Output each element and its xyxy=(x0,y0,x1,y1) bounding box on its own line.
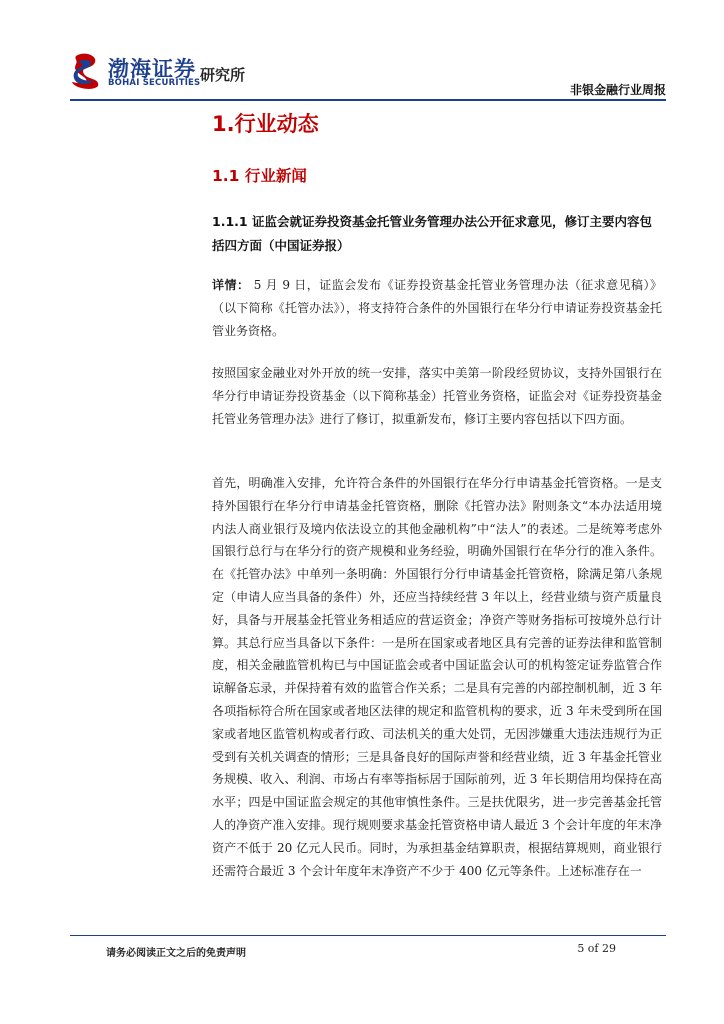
detail-paragraph xyxy=(212,274,662,342)
footer-divider xyxy=(70,935,666,936)
page-header xyxy=(0,0,724,105)
page-number: 5 of 29 xyxy=(577,942,616,955)
logo-english-text: BOHAI SECURITIES xyxy=(108,78,201,88)
disclaimer-note: 请务必阅读正文之后的免责声明 xyxy=(106,948,246,959)
bohai-logo-icon xyxy=(70,52,104,90)
detail-text: 5 月 9 日，证监会发布《证券投资基金托管业务管理办法（征求意见稿）》（以下简称《托管办法》），将支持符合条件的外国银行在华分行申请证券投资基金托管业务资格。 xyxy=(212,278,662,338)
logo-chinese-text: 渤海证券 xyxy=(108,57,196,81)
report-type-label: 非银金融行业周报 xyxy=(569,83,666,97)
section-title: 1.行业动态 xyxy=(212,112,319,136)
subsection-title: 1.1 行业新闻 xyxy=(212,167,307,185)
paragraph-3: 首先，明确准入安排，允许符合条件的外国银行在华分行申请基金托管资格。一是支持外国银行在华分行申请基金托管资格，删除《托管办法》附则条文“本办法适用境内法人商业银行及境内依法设立的其他金融机构”中“法人”的表述。二是统筹考虑外国银行总行与在华分行的资产规模和业务经验，明确外国银行在华分行的准入条件。在《托管办法》中单列一条明确：外国银行分行申请基金托管资格，除满足第八条规定（申请人应当具备的条件）外，还应当持续经营 3 年以上，经营业绩与资产质量良好，具备与开展基金托管业务相适应的营运资金；净资产等财务指标可按境外总行计算。其总行应当具备以下条件：一是所在国家或者地区具有完善的证券法律和监管制度，相关金融监管机构已与中国证监会或者中国证监会认可的机构签定证券监管合作谅解备忘录，并保持着有效的监管合作关系；二是具有完善的内部控制机制，近 3 年各项指标符合所在国家或者地区法律的规定和监管机构的要求，近 3 年未受到所在国家或者地区监管机构或者行政、司法机关的重大处罚，无因涉嫌重大违法违规行为正受到有关机关调查的情形；三是具备良好的国际声誉和经营业绩，近 3 年基金托管业务规模、收入、利润、市场占有率等指标居于国际前列，近 3 年长期信用均保持在高水平；四是中国证监会规定的其他审慎性条件。三是扶优限劣，进一步完善基金托管人的净资产准入安排。现行规则要求基金托管资格申请人最近 3 个会计年度的年末净资产不低于 20 亿元人民币。同时，为承担基金结算职责，根据结算规则，商业银行还需符合最近 3 个会计年度年末净资产不少于 400 亿元等条件。上述标准存在一 xyxy=(212,476,662,878)
news-title: 1.1.1 证监会就证券投资基金托管业务管理办法公开征求意见，修订主要内容包括四方面（中国证券报） xyxy=(212,214,652,253)
detail-label: 详情： xyxy=(212,278,250,292)
bohai-logo xyxy=(70,52,270,92)
paragraph-2: 按照国家金融业对外开放的统一安排，落实中美第一阶段经贸协议，支持外国银行在华分行申请证券投资基金（以下简称基金）托管业务资格，证监会对《证券投资基金托管业务管理办法》进行了修订，拟重新发布，修订主要内容包括以下四方面。 xyxy=(212,366,662,426)
header-divider xyxy=(70,99,666,101)
institute-label: 研究所 xyxy=(200,66,246,84)
